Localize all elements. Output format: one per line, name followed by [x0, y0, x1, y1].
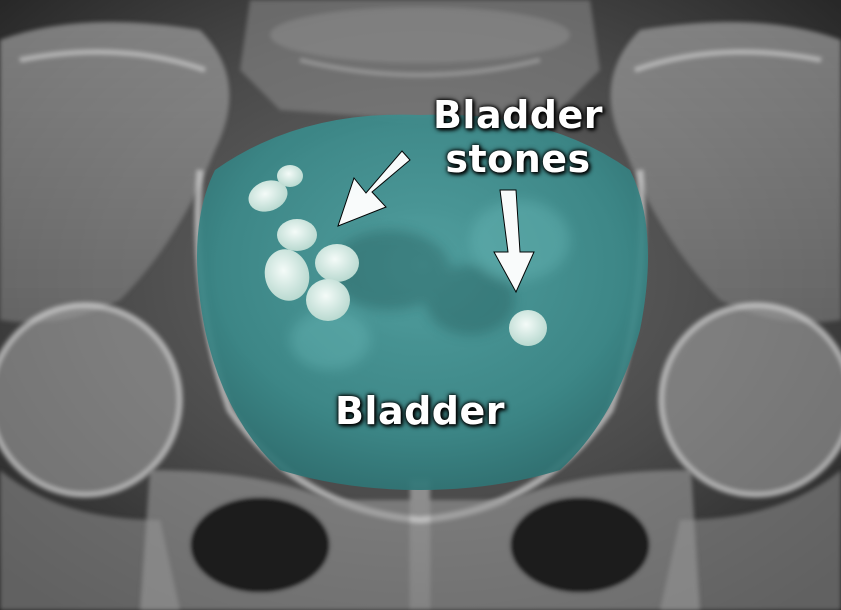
stone	[315, 244, 359, 282]
bladder-label: Bladder	[334, 389, 506, 433]
right-obturator-foramen	[510, 497, 650, 593]
stone	[277, 219, 317, 251]
bladder-stones-label-line1: Bladder	[432, 93, 604, 137]
pubic-bones	[140, 470, 700, 610]
bladder-stones-label-line2: stones	[445, 137, 591, 181]
stone	[277, 165, 303, 187]
stone	[306, 279, 350, 321]
stone-right	[509, 310, 547, 346]
left-obturator-foramen	[190, 497, 330, 593]
bladder-stones-label	[398, 93, 638, 181]
